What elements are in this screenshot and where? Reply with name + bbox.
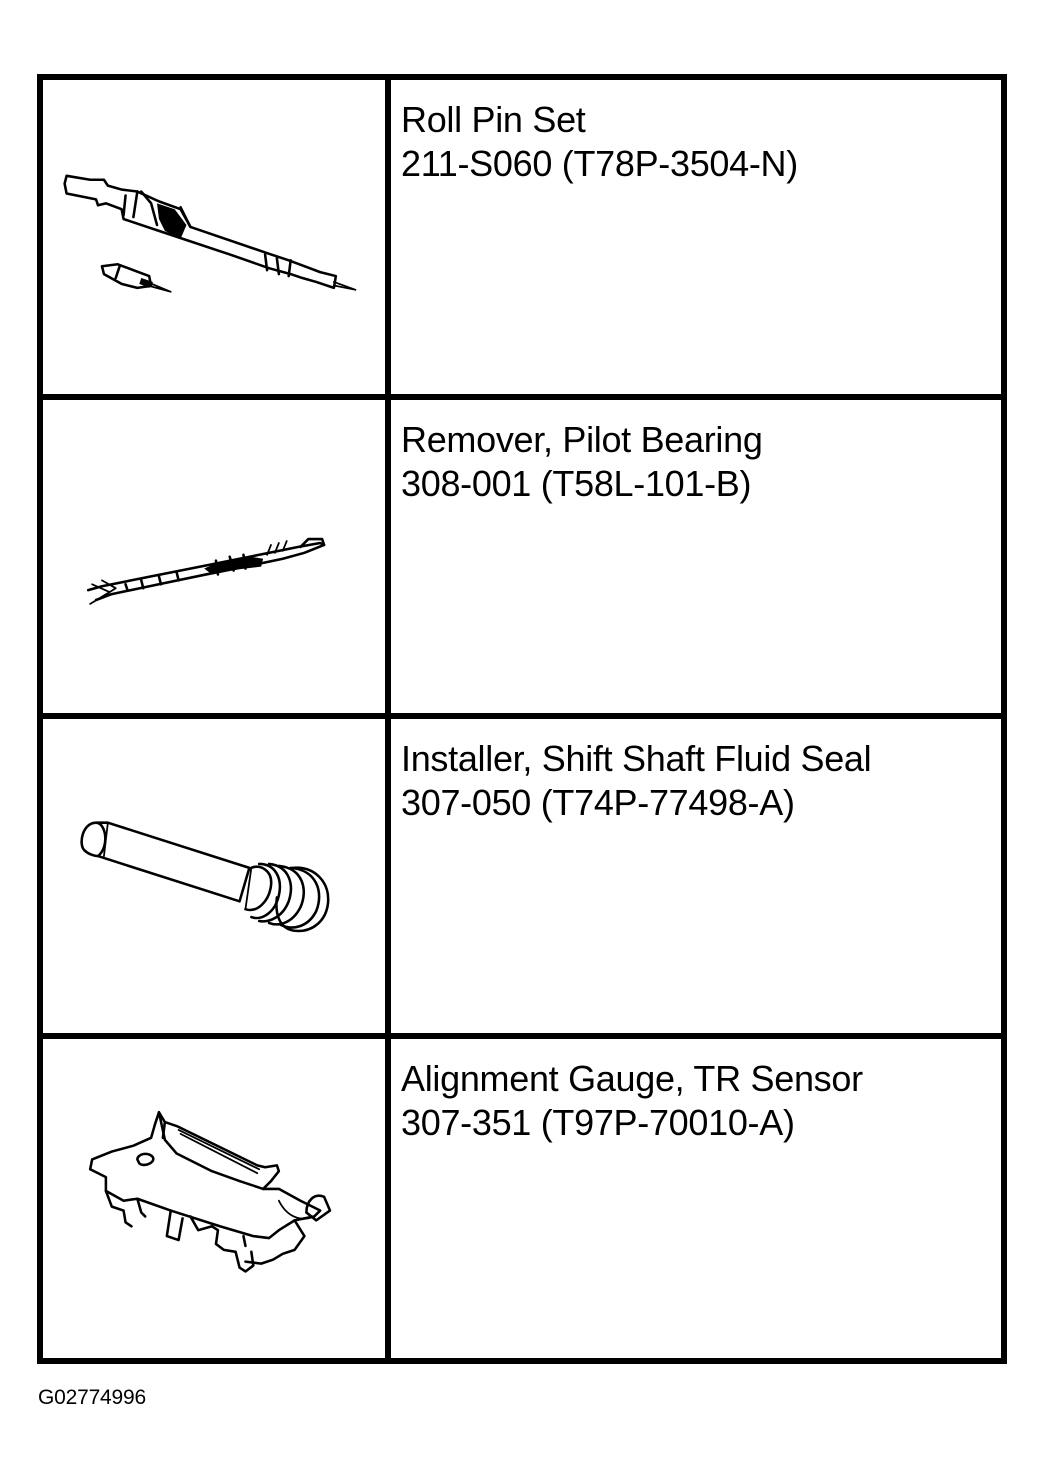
tool-description-cell (391, 80, 1001, 400)
tool-part-number: 307-351 (T97P-70010-A) (401, 1101, 795, 1143)
special-tools-table (37, 74, 1007, 1364)
tool-description-cell (391, 719, 1001, 1039)
tool-part-number: 307-050 (T74P-77498-A) (401, 782, 795, 823)
fluid-seal-installer-icon (43, 719, 385, 1033)
tool-description-cell (391, 400, 1001, 720)
tool-name: Installer, Shift Shaft Fluid Seal (401, 738, 872, 779)
tool-name: Roll Pin Set (401, 99, 586, 140)
tool-description-cell (391, 1039, 1001, 1359)
tool-illustration-cell (43, 719, 391, 1039)
tool-illustration-cell (43, 400, 391, 720)
tr-sensor-alignment-gauge-icon (43, 1039, 385, 1359)
tool-name: Alignment Gauge, TR Sensor (401, 1057, 863, 1099)
pilot-bearing-remover-icon (43, 400, 385, 714)
tool-illustration-cell (43, 80, 391, 400)
tool-name: Remover, Pilot Bearing (401, 418, 763, 460)
tool-part-number: 211-S060 (T78P-3504-N) (401, 143, 798, 184)
tool-illustration-cell (43, 1039, 391, 1359)
figure-code: G02774996 (38, 1386, 146, 1409)
tool-part-number: 308-001 (T58L-101-B) (401, 462, 752, 504)
roll-pin-set-icon (43, 80, 385, 394)
